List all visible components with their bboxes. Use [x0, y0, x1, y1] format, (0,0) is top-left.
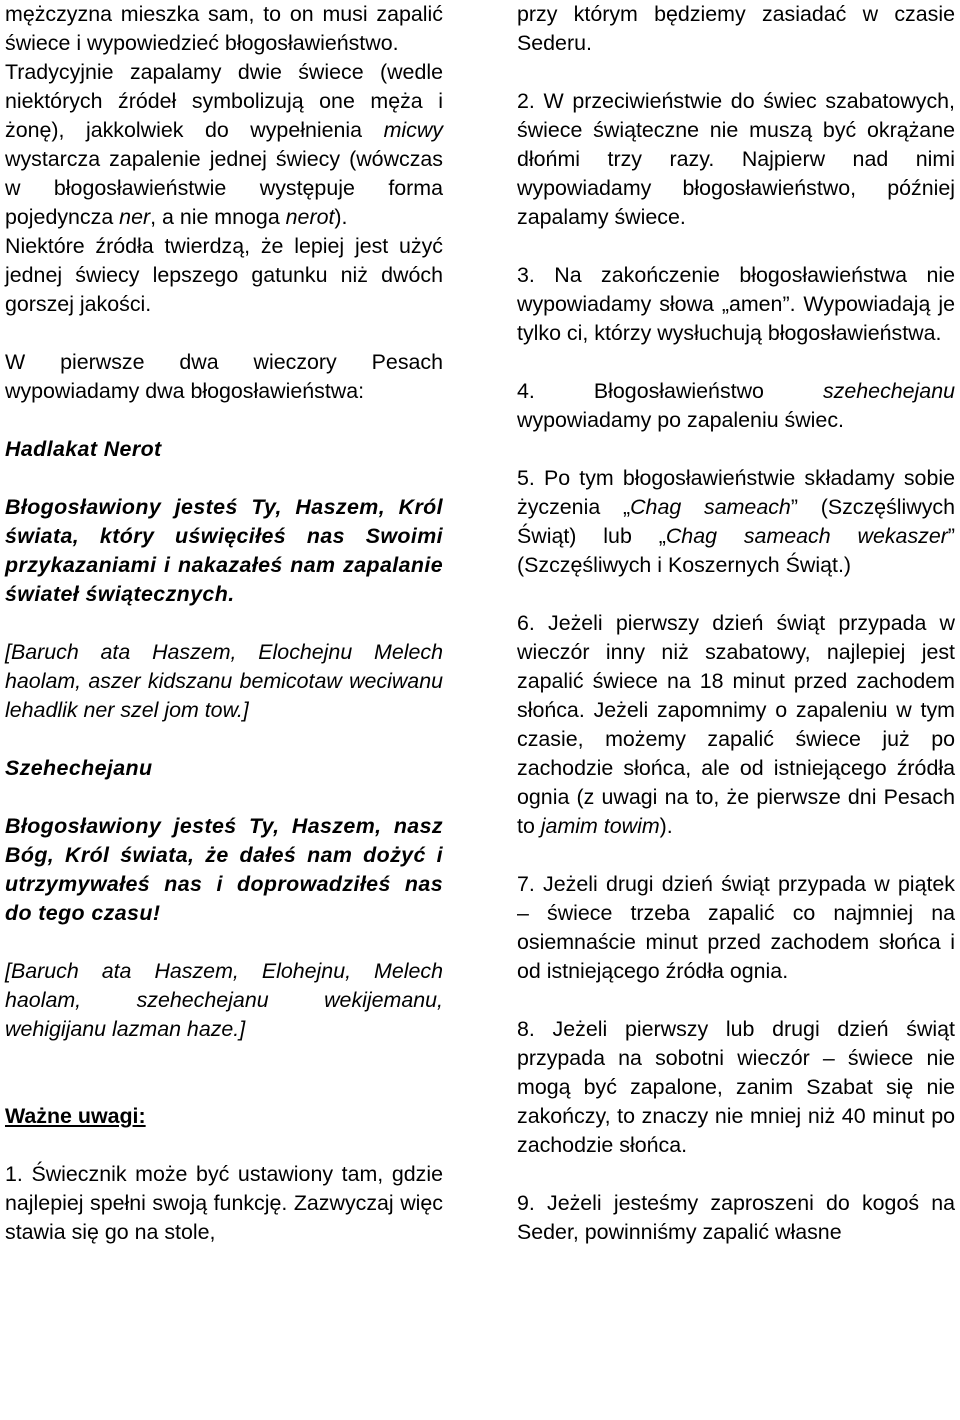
- paragraph-candle-intro: [5, 0, 443, 319]
- transliteration-1: [Baruch ata Haszem, Elochejnu Melech haolam, aszer kidszanu bemicotaw weciwanu lehadlik ner szel jom tow.]: [5, 640, 443, 722]
- text-line: Niektóre źródła twierdzą, że lepiej jest użyć jednej świecy lepszego gatunku niż dwóch gorszej jakości.: [5, 234, 443, 316]
- note-6: [517, 609, 955, 841]
- heading-important-notes-wrap: [5, 1102, 443, 1131]
- transliteration-2: [Baruch ata Haszem, Elohejnu, Melech haolam, szehechejanu wekijemanu, wehigijanu lazman haze.]: [5, 959, 443, 1041]
- text-span: 5. Po tym błogosławieństwie składamy sobie życzenia „: [517, 466, 955, 519]
- left-column: [5, 0, 443, 1247]
- note-1: 1. Świecznik może być ustawiony tam, gdzie najlepiej spełni swoją funkcję. Zazwyczaj więc stawia się go na stole,: [5, 1162, 443, 1244]
- text-span: , a nie mnoga: [150, 205, 286, 229]
- text-span: wypowiadamy po zapaleniu świec.: [517, 408, 844, 432]
- heading-important-notes: Ważne uwagi:: [5, 1104, 146, 1128]
- heading-hadlakat-nerot: Hadlakat Nerot: [5, 437, 162, 461]
- text-span: 6. Jeżeli pierwszy dzień świąt przypada w wieczór inny niż szabatowy, najlepiej jest zapalić świece na 18 minut przed zachodem słońca. Jeżeli zapomnimy o zapaleniu w tym czasie, możemy zapalić świece już po zachodzie słońca, ale od istniejącego źródła ognia (z uwagi na to, że pierwsze dni Pesach to: [517, 611, 955, 838]
- right-column: [517, 0, 955, 1247]
- note-7: 7. Jeżeli drugi dzień świąt przypada w piątek – świece trzeba zapalić co najmniej na osiemnaście minut przed zachodem słońca i od istniejącego źródła ognia.: [517, 872, 955, 983]
- text-span: ).: [659, 814, 673, 838]
- italic-term: Chag sameach: [630, 495, 791, 519]
- text-span: Tradycyjnie zapalamy dwie świece (wedle niektórych źródeł symbolizują one męża i żonę), jakkolwiek do wypełnienia: [5, 60, 443, 142]
- italic-term: szehechejanu: [822, 379, 955, 403]
- heading-szehechejanu: Szehechejanu: [5, 756, 153, 780]
- text-span: ).: [334, 205, 348, 229]
- blessing-text-2: Błogosławiony jesteś Ty, Haszem, nasz Bóg, Król świata, że dałeś nam dożyć i utrzymywałeś nas i doprowadziłeś nas do tego czasu!: [5, 814, 443, 925]
- text-line: mężczyzna mieszka sam, to on musi zapalić świece i wypowiedzieć błogosławieństwo.: [5, 2, 443, 55]
- text-span: wystarcza zapalenie jednej świecy (wówczas w błogosławieństwie występuje forma pojedyncza: [5, 147, 443, 229]
- paragraph-two-blessings: W pierwsze dwa wieczory Pesach wypowiadamy dwa błogosławieństwa:: [5, 350, 443, 403]
- note-8: 8. Jeżeli pierwszy lub drugi dzień świąt przypada na sobotni wieczór – świece nie mogą być zapalone, zanim Szabat się nie zakończy, to znaczy nie mniej niż 40 minut po zachodzie słońca.: [517, 1017, 955, 1157]
- italic-term: nerot: [285, 205, 335, 229]
- text-span: 4. Błogosławieństwo: [517, 379, 823, 403]
- italic-term: ner: [119, 205, 151, 229]
- note-9: 9. Jeżeli jesteśmy zaproszeni do kogoś na Seder, powinniśmy zapalić własne: [517, 1191, 955, 1244]
- italic-term: micwy: [383, 118, 443, 142]
- note-1-continued: przy którym będziemy zasiadać w czasie Sederu.: [517, 2, 955, 55]
- note-4: [517, 377, 955, 435]
- blessing-text-1: Błogosławiony jesteś Ty, Haszem, Król świata, który uświęciłeś nas Swoimi przykazaniami i nakazałeś nam zapalanie świateł świątecznych.: [5, 495, 443, 606]
- italic-term: jamim towim: [540, 814, 660, 838]
- text-span: ” (Szczęśliwych i Koszernych Świąt.): [517, 524, 955, 577]
- text-span: ” (Szczęśliwych Świąt) lub „: [517, 495, 956, 548]
- italic-term: Chag sameach wekaszer: [665, 524, 948, 548]
- note-3: 3. Na zakończenie błogosławieństwa nie wypowiadamy słowa „amen”. Wypowiadają je tylko ci, którzy wysłuchują błogosławieństwa.: [517, 263, 955, 345]
- note-2: 2. W przeciwieństwie do świec szabatowych, świece świąteczne nie muszą być okrążane dłońmi trzy razy. Najpierw nad nimi wypowiadamy błogosławieństwo, później zapalamy świece.: [517, 89, 955, 229]
- note-5: [517, 464, 955, 580]
